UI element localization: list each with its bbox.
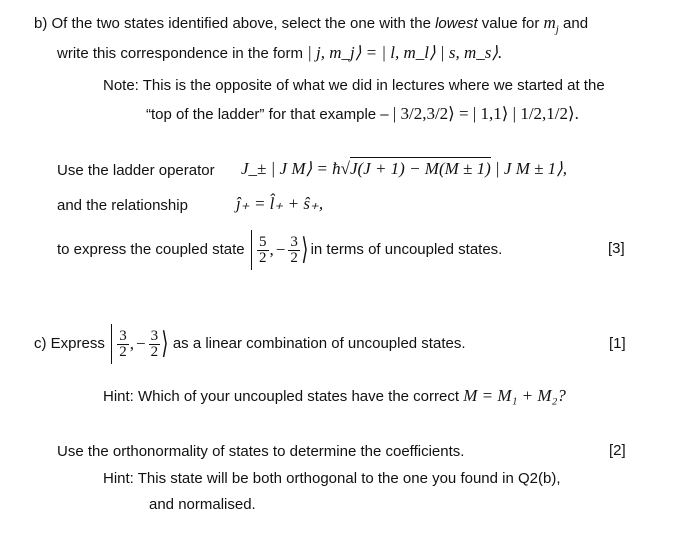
- coupled-text-pre: to express the coupled state: [57, 241, 245, 258]
- ladder-eq-pre: J_± | J M⟩ = ħ: [241, 159, 341, 178]
- part-b-math-m: $m_j$: [543, 13, 559, 36]
- part-b-text-end: and: [563, 15, 589, 32]
- ortho-text: Use the orthonormality of states to determine the coefficients.: [57, 443, 465, 460]
- note-text-1: Note: This is the opposite of what we did in lectures where we started at the: [103, 77, 605, 94]
- hint-1-text: Hint: Which of your uncoupled states have the correct: [103, 388, 460, 405]
- frac-3-2-b: $\frac{3}{2}$: [150, 327, 159, 360]
- note-text-2: “top of the ladder” for that example –: [146, 106, 389, 123]
- relationship-eq: [236, 194, 323, 215]
- frac-5-2: $\frac{5}{2}$: [259, 233, 267, 266]
- ket-angle: ⟩: [301, 233, 309, 266]
- ket-bar-c: [111, 324, 112, 364]
- sqrt-sign: √: [340, 159, 350, 178]
- marks-3: [3]: [608, 240, 625, 257]
- minus-sign-c: −: [136, 334, 146, 353]
- minus-sign: −: [275, 240, 286, 259]
- marks-1: [1]: [609, 335, 626, 352]
- part-b-label: b): [34, 15, 48, 32]
- frac-3-2: $\frac{3}{2}$: [290, 233, 298, 266]
- part-b-text-pre: Of the two states identified above, select the one with the: [51, 15, 431, 32]
- hint-2-line1: [103, 469, 561, 489]
- note-line2: [146, 104, 579, 125]
- coupled-line: [57, 228, 502, 272]
- ladder-eq: [241, 159, 567, 180]
- comma-c: ,: [129, 334, 134, 353]
- part-c-line: [34, 322, 466, 366]
- ortho-line: [57, 442, 464, 462]
- coupled-text-post: in terms of uncoupled states.: [310, 241, 503, 258]
- comma: ,: [269, 240, 274, 259]
- relationship-line: [57, 196, 188, 216]
- relationship-text: and the relationship: [57, 197, 188, 214]
- note-line1: [103, 76, 605, 96]
- hint-1-math: M = M₁ + M₂?: [463, 386, 566, 405]
- ladder-line1: [57, 161, 215, 181]
- note-math: | 3/2,3/2⟩ = | 1,1⟩ | 1/2,1/2⟩.: [392, 104, 579, 123]
- relationship-math: ĵ₊ = l̂₊ + ŝ₊,: [236, 194, 324, 213]
- ladder-text: Use the ladder operator: [57, 162, 215, 179]
- hint-1: [103, 386, 566, 407]
- part-c-label: c) Express: [34, 335, 105, 352]
- part-b-text-post: value for: [481, 15, 540, 32]
- frac-3-2-a: $\frac{3}{2}$: [119, 327, 127, 360]
- part-b-line2-text: write this correspondence in the form: [57, 45, 303, 62]
- part-c-text: as a linear combination of uncoupled states.: [172, 335, 466, 352]
- ladder-eq-post: | J M ± 1⟩,: [494, 159, 568, 178]
- marks-2: [2]: [609, 442, 626, 459]
- hint-2-text-2: and normalised.: [149, 496, 256, 513]
- ladder-eq-sqrt: J(J + 1) − M(M ± 1): [349, 159, 491, 178]
- ket-angle-c: ⟩: [161, 327, 169, 360]
- ket-bar: [251, 230, 252, 270]
- hint-2-text-1: Hint: This state will be both orthogonal to the one you found in Q2(b),: [103, 470, 561, 487]
- part-b-line2: [57, 43, 502, 64]
- part-b-line2-math: | j, m_j⟩ = | l, m_l⟩ | s, m_s⟩.: [307, 43, 503, 62]
- part-b-emph: lowest: [435, 15, 478, 32]
- hint-2-line2: [149, 495, 256, 515]
- part-b-line1: [34, 13, 588, 39]
